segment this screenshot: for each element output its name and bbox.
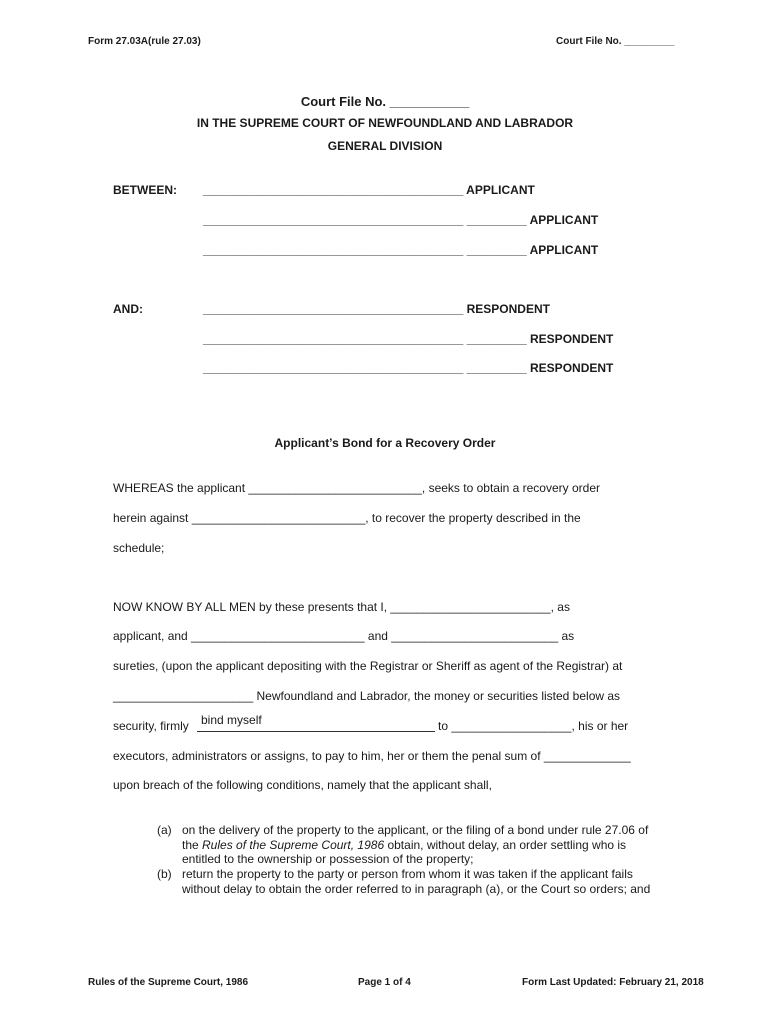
header-court-file: Court File No. _________ <box>556 36 675 47</box>
rules-title: Rules of the Supreme Court, 1986 <box>202 837 385 852</box>
applicant-line: _______________________________________ _________ APPLICANT <box>203 213 599 227</box>
condition-text-part: on the delivery of the property to the applicant, or the filing of a bond under rule 27.06 of the <box>182 823 649 852</box>
condition-a <box>157 823 657 868</box>
body-line: sureties, (upon the applicant depositing with the Registrar or Sheriff as agent of the Registrar) at <box>113 659 623 673</box>
body-line: executors, administrators or assigns, to pay to him, her or them the penal sum of _____________ <box>113 749 631 763</box>
respondent-line: _______________________________________ _________ RESPONDENT <box>203 332 614 346</box>
between-label: BETWEEN: <box>113 183 177 197</box>
body-line: schedule; <box>113 541 165 555</box>
condition-text-part: obtain, without delay, an order settling who is entitled to the ownership or possession of the property; <box>182 837 627 866</box>
condition-label: (b) <box>157 867 172 881</box>
respondent-line: _______________________________________ _________ RESPONDENT <box>203 361 614 375</box>
body-line: NOW KNOW BY ALL MEN by these presents that I, ________________________, as <box>113 600 570 614</box>
body-line: herein against __________________________, to recover the property described in the <box>113 511 581 525</box>
bind-field-value: bind myself <box>201 713 262 727</box>
page-number: Page 1 of 4 <box>358 977 411 988</box>
body-line: applicant, and __________________________ and _________________________ as <box>113 629 575 643</box>
body-line: to __________________, his or her <box>438 719 629 733</box>
condition-label: (a) <box>157 823 172 837</box>
last-updated: Form Last Updated: February 21, 2018 <box>522 977 704 988</box>
applicant-line: _______________________________________ APPLICANT <box>203 183 535 197</box>
condition-text: return the property to the party or person from whom it was taken if the applicant fails without delay to obtain the order referred to in paragraph (a), or the Court so orders; and <box>182 867 651 896</box>
and-label: AND: <box>113 302 143 316</box>
document-title: Applicant’s Bond for a Recovery Order <box>274 436 496 450</box>
respondent-line: _______________________________________ RESPONDENT <box>203 302 550 316</box>
body-line: upon breach of the following conditions, namely that the applicant shall, <box>113 778 492 792</box>
form-id: Form 27.03A(rule 27.03) <box>88 36 201 47</box>
court-file-title: Court File No. ___________ <box>300 94 470 109</box>
court-name: IN THE SUPREME COURT OF NEWFOUNDLAND AND LABRADOR <box>196 116 574 130</box>
division: GENERAL DIVISION <box>327 139 443 153</box>
body-line: WHEREAS the applicant __________________________, seeks to obtain a recovery order <box>113 481 601 495</box>
condition-text <box>182 823 652 867</box>
body-line: security, firmly <box>113 719 189 733</box>
footer-rules: Rules of the Supreme Court, 1986 <box>88 977 249 988</box>
bind-field[interactable] <box>197 713 435 732</box>
body-line: _____________________ Newfoundland and Labrador, the money or securities listed below as <box>113 689 621 703</box>
applicant-line: _______________________________________ _________ APPLICANT <box>203 243 599 257</box>
condition-b <box>157 867 657 912</box>
